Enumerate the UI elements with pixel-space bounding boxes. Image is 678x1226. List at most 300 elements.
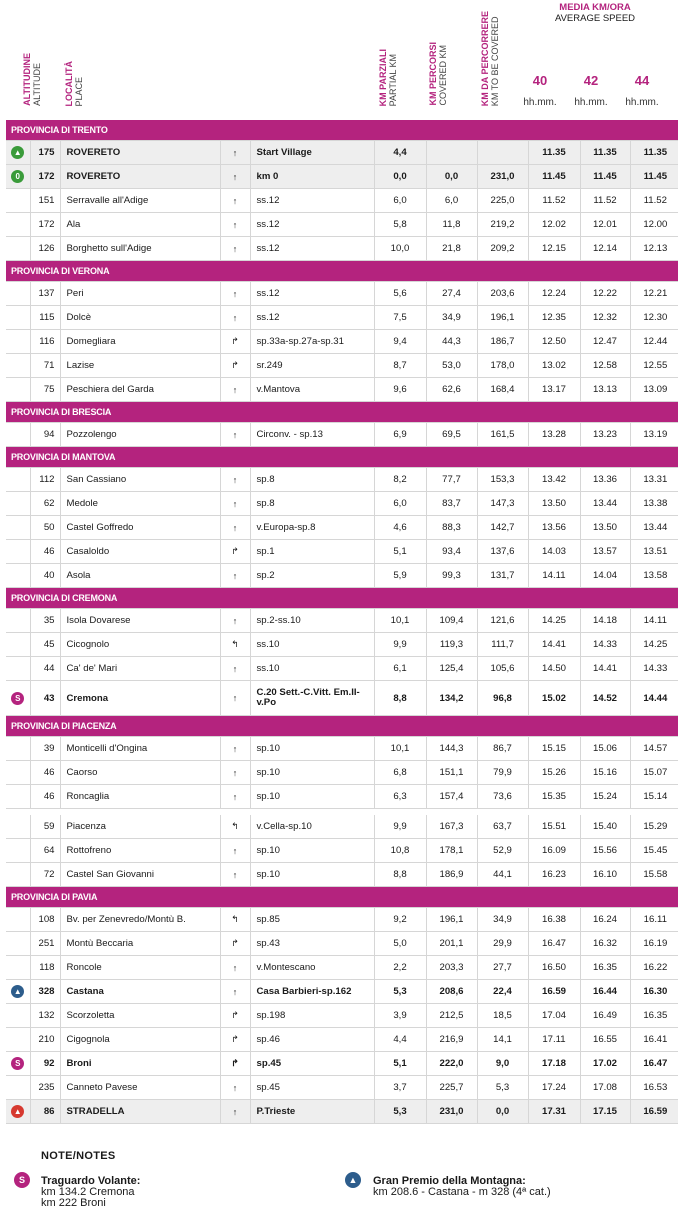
remaining-km-cell: 209,2 [477, 237, 528, 261]
table-row [6, 633, 678, 657]
partial-km-cell: 9,4 [374, 330, 426, 354]
row-icon-cell [6, 956, 30, 980]
notes-title: NOTE/NOTES [41, 1150, 116, 1162]
table-row [6, 141, 678, 165]
gpm-note: Gran Premio della Montagna: km 208.6 - Castana - m 328 (4ª cat.) [373, 1175, 551, 1198]
partial-km-cell: 8,8 [374, 863, 426, 887]
partial-km-cell: 5,3 [374, 1100, 426, 1124]
covered-km-cell: 99,3 [426, 564, 477, 588]
altitude-cell: 64 [30, 839, 60, 863]
row-icon-cell [6, 306, 30, 330]
time-42-cell: 14.04 [580, 564, 630, 588]
altitude-cell: 251 [30, 932, 60, 956]
altitude-cell: 46 [30, 761, 60, 785]
road-cell: ss.12 [250, 213, 374, 237]
time-40-cell: 13.28 [528, 423, 580, 447]
altitude-cell: 92 [30, 1052, 60, 1076]
row-icon-cell [6, 1076, 30, 1100]
place-cell: Roncole [60, 956, 220, 980]
row-icon-cell [6, 1004, 30, 1028]
partial-km-cell: 6,9 [374, 423, 426, 447]
row-icon-cell [6, 980, 30, 1004]
direction-cell: ↑ [220, 737, 250, 761]
remaining-km-cell: 219,2 [477, 213, 528, 237]
place-cell: Pozzolengo [60, 423, 220, 447]
time-40-cell: 16.59 [528, 980, 580, 1004]
time-42-cell: 14.41 [580, 657, 630, 681]
province-header [6, 120, 678, 141]
direction-cell: ↰ [220, 815, 250, 839]
time-40-cell: 17.18 [528, 1052, 580, 1076]
direction-cell: ↱ [220, 1028, 250, 1052]
direction-cell: ↑ [220, 839, 250, 863]
km0-icon: 0 [11, 170, 24, 183]
altitude-cell: 151 [30, 189, 60, 213]
direction-cell: ↑ [220, 165, 250, 189]
time-44-cell: 16.11 [630, 908, 678, 932]
time-40-cell: 16.38 [528, 908, 580, 932]
place-cell: Piacenza [60, 815, 220, 839]
time-40-cell: 14.11 [528, 564, 580, 588]
altitude-cell: 45 [30, 633, 60, 657]
time-42-cell: 14.33 [580, 633, 630, 657]
row-icon-cell [6, 657, 30, 681]
direction-cell: ↑ [220, 306, 250, 330]
partial-km-cell: 10,1 [374, 737, 426, 761]
road-cell: sr.249 [250, 354, 374, 378]
place-cell: Borghetto sull'Adige [60, 237, 220, 261]
remaining-km-cell [477, 141, 528, 165]
table-row [6, 1004, 678, 1028]
row-icon-cell [6, 540, 30, 564]
time-40-cell: 16.23 [528, 863, 580, 887]
row-icon-cell [6, 423, 30, 447]
province-header [6, 402, 678, 423]
road-cell: ss.12 [250, 237, 374, 261]
time-44-cell: 15.58 [630, 863, 678, 887]
table-row [6, 681, 678, 716]
covered-km-cell: 201,1 [426, 932, 477, 956]
sprint-icon: S [11, 692, 24, 705]
place-cell: Caorso [60, 761, 220, 785]
time-42-cell: 15.56 [580, 839, 630, 863]
province-header [6, 887, 678, 908]
partial-km-cell: 10,1 [374, 609, 426, 633]
remaining-km-cell: 52,9 [477, 839, 528, 863]
time-44-cell: 13.44 [630, 516, 678, 540]
altitude-cell: 39 [30, 737, 60, 761]
altitude-cell: 108 [30, 908, 60, 932]
row-icon-cell [6, 815, 30, 839]
covered-km-cell: 125,4 [426, 657, 477, 681]
time-42-cell: 16.49 [580, 1004, 630, 1028]
direction-cell: ↑ [220, 980, 250, 1004]
speed-44-header: 44 [634, 73, 650, 88]
place-cell: Bv. per Zenevredo/Montù B. [60, 908, 220, 932]
time-42-cell: 13.44 [580, 492, 630, 516]
direction-cell: ↑ [220, 282, 250, 306]
covered-km-cell: 77,7 [426, 468, 477, 492]
altitude-cell: 172 [30, 165, 60, 189]
time-42-cell: 11.45 [580, 165, 630, 189]
row-icon-cell [6, 839, 30, 863]
time-42-cell: 11.35 [580, 141, 630, 165]
road-cell: v.Europa-sp.8 [250, 516, 374, 540]
covered-km-cell: 27,4 [426, 282, 477, 306]
direction-cell: ↱ [220, 1052, 250, 1076]
road-cell: sp.10 [250, 785, 374, 809]
table-row [6, 1076, 678, 1100]
table-row [6, 423, 678, 447]
remaining-km-cell: 196,1 [477, 306, 528, 330]
partial-km-cell: 6,1 [374, 657, 426, 681]
time-42-cell: 15.16 [580, 761, 630, 785]
time-40-cell: 13.56 [528, 516, 580, 540]
partial-km-cell: 5,6 [374, 282, 426, 306]
time-44-cell: 15.45 [630, 839, 678, 863]
covered-km-cell: 216,9 [426, 1028, 477, 1052]
road-cell: sp.1 [250, 540, 374, 564]
partial-km-cell: 9,9 [374, 633, 426, 657]
direction-cell: ↑ [220, 516, 250, 540]
row-icon-cell [6, 609, 30, 633]
remaining-km-cell: 34,9 [477, 908, 528, 932]
place-cell: Medole [60, 492, 220, 516]
partial-km-cell: 8,8 [374, 681, 426, 716]
direction-cell: ↑ [220, 1076, 250, 1100]
direction-cell: ↑ [220, 681, 250, 716]
time-42-cell: 16.10 [580, 863, 630, 887]
time-42-cell: 16.35 [580, 956, 630, 980]
place-cell: Dolcè [60, 306, 220, 330]
partial-km-cell: 5,0 [374, 932, 426, 956]
remaining-km-cell: 147,3 [477, 492, 528, 516]
covered-km-cell: 222,0 [426, 1052, 477, 1076]
average-speed-header: MEDIA KM/ORA AVERAGE SPEED [554, 2, 636, 24]
time-40-cell: 12.50 [528, 330, 580, 354]
province-header [6, 261, 678, 282]
remaining-km-cell: 44,1 [477, 863, 528, 887]
time-42-cell: 16.55 [580, 1028, 630, 1052]
table-row [6, 956, 678, 980]
road-cell: sp.85 [250, 908, 374, 932]
road-cell: sp.43 [250, 932, 374, 956]
place-cell: Ala [60, 213, 220, 237]
time-40-cell: 12.35 [528, 306, 580, 330]
covered-km-cell: 93,4 [426, 540, 477, 564]
time-42-cell: 12.14 [580, 237, 630, 261]
remaining-km-cell: 131,7 [477, 564, 528, 588]
row-icon-cell [6, 516, 30, 540]
time-44-cell: 16.35 [630, 1004, 678, 1028]
covered-km-cell: 203,3 [426, 956, 477, 980]
direction-cell: ↱ [220, 354, 250, 378]
province-header [6, 447, 678, 468]
table-header [0, 0, 678, 120]
row-icon-cell [6, 378, 30, 402]
unit-label: hh.mm. [523, 97, 557, 108]
road-cell: ss.12 [250, 189, 374, 213]
place-cell: ROVERETO [60, 141, 220, 165]
time-44-cell: 12.30 [630, 306, 678, 330]
finish-icon: ▲ [11, 1105, 24, 1118]
time-44-cell: 13.38 [630, 492, 678, 516]
time-44-cell: 13.19 [630, 423, 678, 447]
direction-cell: ↰ [220, 633, 250, 657]
row-icon-cell [6, 681, 30, 716]
place-cell: Rottofreno [60, 839, 220, 863]
time-40-cell: 14.03 [528, 540, 580, 564]
covered-km-cell: 53,0 [426, 354, 477, 378]
covered-km-cell: 11,8 [426, 213, 477, 237]
row-icon-cell [6, 165, 30, 189]
time-42-cell: 13.23 [580, 423, 630, 447]
partial-km-cell: 5,1 [374, 540, 426, 564]
remaining-km-cell: 86,7 [477, 737, 528, 761]
place-cell: Monticelli d'Ongina [60, 737, 220, 761]
remaining-km-cell: 73,6 [477, 785, 528, 809]
road-cell: sp.2 [250, 564, 374, 588]
place-cell: Serravalle all'Adige [60, 189, 220, 213]
province-name: PROVINCIA DI CREMONA [6, 588, 678, 609]
direction-cell: ↰ [220, 908, 250, 932]
direction-cell: ↱ [220, 540, 250, 564]
altitude-cell: 112 [30, 468, 60, 492]
time-44-cell: 16.47 [630, 1052, 678, 1076]
table-row [6, 839, 678, 863]
road-cell: ss.10 [250, 657, 374, 681]
partial-km-cell: 7,5 [374, 306, 426, 330]
covered-km-cell: 69,5 [426, 423, 477, 447]
gpm-icon: ▲ [345, 1172, 361, 1188]
table-row [6, 330, 678, 354]
table-row [6, 213, 678, 237]
row-icon-cell [6, 863, 30, 887]
altitude-cell: 86 [30, 1100, 60, 1124]
row-icon-cell [6, 761, 30, 785]
time-44-cell: 14.44 [630, 681, 678, 716]
partial-km-cell: 2,2 [374, 956, 426, 980]
sprint-icon: S [14, 1172, 30, 1188]
row-icon-cell [6, 564, 30, 588]
covered-km-cell: 167,3 [426, 815, 477, 839]
time-42-cell: 16.24 [580, 908, 630, 932]
time-42-cell: 12.58 [580, 354, 630, 378]
altitude-cell: 137 [30, 282, 60, 306]
table-row [6, 564, 678, 588]
time-40-cell: 12.02 [528, 213, 580, 237]
table-row [6, 980, 678, 1004]
partial-km-cell: 10,0 [374, 237, 426, 261]
road-cell: sp.10 [250, 761, 374, 785]
direction-cell: ↑ [220, 761, 250, 785]
time-44-cell: 12.21 [630, 282, 678, 306]
time-44-cell: 15.14 [630, 785, 678, 809]
direction-cell: ↑ [220, 1100, 250, 1124]
row-icon-cell [6, 354, 30, 378]
covered-km-cell: 83,7 [426, 492, 477, 516]
direction-cell: ↑ [220, 657, 250, 681]
place-cell: Castana [60, 980, 220, 1004]
covered-km-cell: 21,8 [426, 237, 477, 261]
road-cell: C.20 Sett.-C.Vitt. Em.II-v.Po [250, 681, 374, 716]
road-cell: sp.45 [250, 1076, 374, 1100]
altitude-cell: 328 [30, 980, 60, 1004]
partial-km-cell: 4,6 [374, 516, 426, 540]
remaining-km-cell: 121,6 [477, 609, 528, 633]
road-cell: sp.2-ss.10 [250, 609, 374, 633]
covered-km-cell: 109,4 [426, 609, 477, 633]
time-44-cell: 12.00 [630, 213, 678, 237]
partial-km-cell: 0,0 [374, 165, 426, 189]
road-cell: sp.46 [250, 1028, 374, 1052]
place-cell: Isola Dovarese [60, 609, 220, 633]
time-44-cell: 12.55 [630, 354, 678, 378]
time-42-cell: 17.02 [580, 1052, 630, 1076]
time-40-cell: 11.45 [528, 165, 580, 189]
province-header [6, 588, 678, 609]
covered-km-cell: 208,6 [426, 980, 477, 1004]
remaining-km-cell: 178,0 [477, 354, 528, 378]
row-icon-cell [6, 1100, 30, 1124]
time-44-cell: 12.44 [630, 330, 678, 354]
partial-km-cell: 9,2 [374, 908, 426, 932]
road-cell: Circonv. - sp.13 [250, 423, 374, 447]
time-44-cell: 13.31 [630, 468, 678, 492]
time-44-cell: 16.59 [630, 1100, 678, 1124]
covered-km-cell: 119,3 [426, 633, 477, 657]
row-icon-cell [6, 908, 30, 932]
covered-km-cell: 225,7 [426, 1076, 477, 1100]
partial-km-cell: 4,4 [374, 1028, 426, 1052]
altitude-cell: 118 [30, 956, 60, 980]
road-cell: sp.10 [250, 737, 374, 761]
place-cell: Casaloldo [60, 540, 220, 564]
gpm-icon: ▲ [11, 985, 24, 998]
province-name: PROVINCIA DI BRESCIA [6, 402, 678, 423]
direction-cell: ↑ [220, 213, 250, 237]
covered-km-cell: 34,9 [426, 306, 477, 330]
time-40-cell: 14.41 [528, 633, 580, 657]
row-icon-cell [6, 468, 30, 492]
remaining-km-cell: 96,8 [477, 681, 528, 716]
partial-km-cell: 3,7 [374, 1076, 426, 1100]
direction-cell: ↑ [220, 468, 250, 492]
direction-cell: ↑ [220, 956, 250, 980]
time-40-cell: 17.04 [528, 1004, 580, 1028]
row-icon-cell [6, 785, 30, 809]
partial-km-cell: 3,9 [374, 1004, 426, 1028]
time-40-cell: 14.25 [528, 609, 580, 633]
direction-cell: ↑ [220, 609, 250, 633]
table-row [6, 908, 678, 932]
road-cell: Casa Barbieri-sp.162 [250, 980, 374, 1004]
time-40-cell: 17.11 [528, 1028, 580, 1052]
remaining-km-cell: 14,1 [477, 1028, 528, 1052]
time-42-cell: 13.57 [580, 540, 630, 564]
table-row [6, 354, 678, 378]
road-cell: sp.10 [250, 839, 374, 863]
time-40-cell: 15.02 [528, 681, 580, 716]
time-42-cell: 13.13 [580, 378, 630, 402]
table-row [6, 516, 678, 540]
table-row [6, 282, 678, 306]
direction-cell: ↑ [220, 141, 250, 165]
time-40-cell: 12.24 [528, 282, 580, 306]
place-cell: San Cassiano [60, 468, 220, 492]
time-44-cell: 16.41 [630, 1028, 678, 1052]
time-40-cell: 13.42 [528, 468, 580, 492]
direction-cell: ↑ [220, 378, 250, 402]
road-cell: sp.198 [250, 1004, 374, 1028]
altitude-cell: 59 [30, 815, 60, 839]
time-40-cell: 15.35 [528, 785, 580, 809]
remaining-km-cell: 168,4 [477, 378, 528, 402]
altitude-cell: 40 [30, 564, 60, 588]
unit-label: hh.mm. [574, 97, 608, 108]
route-table [6, 120, 678, 1124]
time-40-cell: 15.15 [528, 737, 580, 761]
time-40-cell: 15.51 [528, 815, 580, 839]
altitude-header: ALTITUDINE ALTITUDE [22, 53, 42, 106]
partial-km-cell: 6,0 [374, 189, 426, 213]
time-42-cell: 13.50 [580, 516, 630, 540]
road-cell: P.Trieste [250, 1100, 374, 1124]
table-row [6, 165, 678, 189]
time-44-cell: 16.19 [630, 932, 678, 956]
time-40-cell: 11.35 [528, 141, 580, 165]
altitude-cell: 210 [30, 1028, 60, 1052]
remaining-km-cell: 5,3 [477, 1076, 528, 1100]
place-cell: Ca' de' Mari [60, 657, 220, 681]
row-icon-cell [6, 213, 30, 237]
time-40-cell: 16.09 [528, 839, 580, 863]
direction-cell: ↑ [220, 237, 250, 261]
table-row [6, 1052, 678, 1076]
province-name: PROVINCIA DI VERONA [6, 261, 678, 282]
remaining-km-cell: 27,7 [477, 956, 528, 980]
time-44-cell: 16.53 [630, 1076, 678, 1100]
row-icon-cell [6, 932, 30, 956]
time-42-cell: 12.32 [580, 306, 630, 330]
table-row [6, 609, 678, 633]
time-44-cell: 13.09 [630, 378, 678, 402]
time-44-cell: 14.11 [630, 609, 678, 633]
row-icon-cell [6, 189, 30, 213]
partial-km-cell: 6,3 [374, 785, 426, 809]
road-cell: sp.45 [250, 1052, 374, 1076]
time-40-cell: 11.52 [528, 189, 580, 213]
start-icon: ▲ [11, 146, 24, 159]
partial-km-cell: 9,6 [374, 378, 426, 402]
time-44-cell: 12.13 [630, 237, 678, 261]
partial-km-cell: 9,9 [374, 815, 426, 839]
time-42-cell: 12.01 [580, 213, 630, 237]
altitude-cell: 46 [30, 785, 60, 809]
place-cell: Peschiera del Garda [60, 378, 220, 402]
time-40-cell: 13.02 [528, 354, 580, 378]
time-40-cell: 13.50 [528, 492, 580, 516]
row-icon-cell [6, 1028, 30, 1052]
speed-40-header: 40 [532, 73, 548, 88]
time-44-cell: 11.52 [630, 189, 678, 213]
partial-km-cell: 6,0 [374, 492, 426, 516]
altitude-cell: 172 [30, 213, 60, 237]
covered-km-cell: 134,2 [426, 681, 477, 716]
row-icon-cell [6, 492, 30, 516]
partial-km-cell: 5,3 [374, 980, 426, 1004]
road-cell: sp.33a-sp.27a-sp.31 [250, 330, 374, 354]
